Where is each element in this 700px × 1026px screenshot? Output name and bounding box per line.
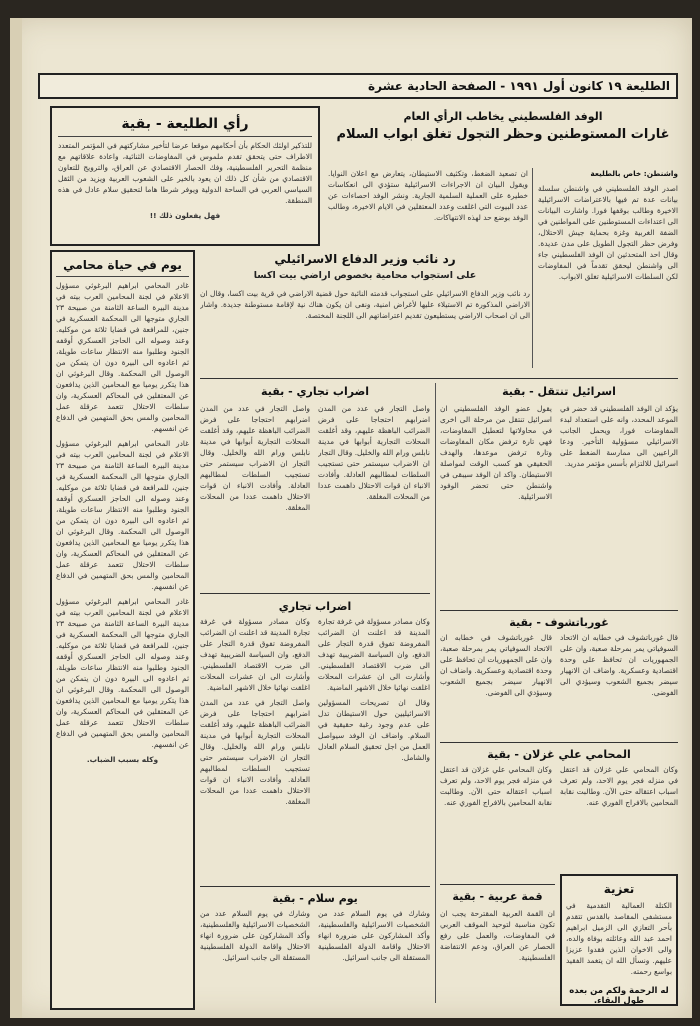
israel-col-a <box>440 403 552 603</box>
response-text: رد نائب وزير الدفاع الاسرائيلي على استجواب قدمته النائبة حول قضية الاراضي في قرية بيت اكسا، وقال ان الاراضي المذكورة تم الاستيلاء عليها لأغراض امنية، ونفى ان يكون هناك نية لإقامة مستوطنة جديدة. واشار الى ان اصحاب الاراضي يستطيعون تقديم اعتراضاتهم الى اللجنة المختصة. <box>200 289 530 320</box>
lead-col1-text: اصدر الوفد الفلسطيني في واشنطن سلسلة بيانات عدة تم فيها بالاعتراضات الاسرائيلية الاخيرة وطالب بوقفها فورا. واشارت البيانات الى اعتداءات المستوطنين على المواطنين في الضفة الغربية وغزة بحماية جيش الاحتلال، وفرض حظر التجول الطويل على مدن عديدة. وقال احد المتحدثين ان الوفد الفلسطيني جاء الى واشنطن ليحقق تقدماً في المفاوضات لكن السلطات الاسرائيلية تغلق الابواب. <box>538 184 678 281</box>
gorbachev-title: غورباتشوف - بقية <box>509 616 609 629</box>
condolence-closing: له الرحمة ولكم من بعده طول البقاء. <box>569 986 669 1006</box>
lead-title: غارات المستوطنين وحظر التجول تغلق ابواب السلام <box>336 127 670 142</box>
peace-title: يوم سلام - بقية <box>272 892 358 905</box>
strike-cont-text-2: واصل التجار في عدد من المدن اضرابهم احتجاجا على فرض الضرائب الباهظة عليهم، وقد أغلقت المحلات التجارية أبوابها في مدينة نابلس ورام الله والخليل. وقال التجار ان الاضراب سيستمر حتى تستجيب السلطات لمطالبهم العادلة. وأفادت الانباء ان قوات الاحتلال داهمت عددا من المحلات المغلقة. <box>318 404 430 501</box>
lawyer-text-3: غادر المحامي ابراهيم البرغوثي مسؤول الاعلام في لجنة المحامين العرب بيته في مدينة البيرة الساعة الثامنة من صبيحة ٢٣ الجاري متوجها الى المحكمة العسكرية في جنين، للمرافعة في قضايا ثلاثة من موكليه. وعند وصوله الى الحاجز العسكري أوقفه الجنود وطلبوا منه الانتظار ساعات طويلة، ثم اعادوه الى البيرة دون ان يتمكن من الوصول الى المحكمة. وقال البرغوثي ان هذا يتكرر يوميا مع المحامين الذين يدافعون عن المعتقلين في المحاكم العسكرية، وان سلطات الاحتلال تتعمد عرقلة عمل المحامين والمس بحق المتهمين في الدفاع عن انفسهم. <box>56 597 189 749</box>
lawyer-title: يوم في حياة محامي <box>63 258 182 272</box>
strike-continued <box>200 383 430 402</box>
ghazzal-col-a <box>440 764 552 832</box>
strike2-text-d: وقال ان تصريحات المسؤولين الاسرائيليين حول الاستيطان تدل على عدم وجود رغبة حقيقية في السلام. واضاف ان الوفد سيواصل العمل من اجل تحقيق السلام العادل والشامل. <box>318 698 430 762</box>
editorial-title: رأي الطليعة - بقية <box>121 116 249 132</box>
response-story <box>200 250 530 281</box>
peace-text-2: وشارك في يوم السلام عدد من الشخصيات الاسرائيلية والفلسطينية، وأكد المشاركون على ضرورة انهاء الاحتلال واقامة الدولة الفلسطينية المستقلة الى جانب اسرائيل. <box>318 909 430 962</box>
summit-title: قمة عربية - بقية <box>452 890 543 903</box>
israel-story <box>440 383 678 402</box>
peace-col-a <box>200 908 310 1006</box>
editorial-body <box>58 140 312 230</box>
strike2-col-b <box>318 616 430 881</box>
ghazzal-title: المحامي علي غزلان - بقية <box>487 748 631 761</box>
lawyer-text-2: غادر المحامي ابراهيم البرغوثي مسؤول الاعلام في لجنة المحامين العرب بيته في مدينة البيرة الساعة الثامنة من صبيحة ٢٣ الجاري متوجها الى المحكمة العسكرية في جنين، للمرافعة في قضايا ثلاثة من موكليه. وعند وصوله الى الحاجز العسكري أوقفه الجنود وطلبوا منه الانتظار ساعات طويلة، ثم اعادوه الى البيرة دون ان يتمكن من الوصول الى المحكمة. وقال البرغوثي ان هذا يتكرر يوميا مع المحامين الذين يدافعون عن المعتقلين في المحاكم العسكرية، وان سلطات الاحتلال تتعمد عرقلة عمل المحامين والمس بحق المتهمين في الدفاع عن انفسهم. <box>56 439 189 591</box>
ghazzal-text-2: وكان المحامي علي غزلان قد اعتقل في منزله فجر يوم الاحد، ولم تعرف اسباب اعتقاله حتى الآن. وطالبت نقابة المحامين بالافراج الفوري عنه. <box>560 765 678 807</box>
summit-text: ان القمة العربية المقترحة يجب ان تكون مناسبة لتوحيد الموقف العربي في المفاوضات، والعمل على رفع الحصار عن العراق، ودعم الانتفاضة الفلسطينية. <box>440 909 555 962</box>
response-subtitle: على استجواب محامية بخصوص اراضي بيت اكسا <box>253 270 477 281</box>
lead-story <box>328 108 678 146</box>
lead-kicker: الوفد الفلسطيني يخاطب الرأي العام <box>403 110 603 123</box>
strike-title: اضراب تجاري <box>278 600 352 613</box>
newspaper-page <box>10 18 692 1018</box>
strike-story <box>200 598 430 617</box>
lawyer-closing: وكله بسبب الضباب. <box>86 755 159 764</box>
editorial-box <box>50 106 320 246</box>
editorial-closing: فهل يفعلون ذلك !! <box>149 211 221 220</box>
israel-title: اسرائيل تنتقل - بقية <box>502 385 616 398</box>
condolence-text: الكتلة العمالية التقدمية في مستشفى المقاصد بالقدس تتقدم بأحر التعازي الى الزميل ابراهيم احمد عبد الله وعائلته بوفاة والده، والى الاخوان الذين فقدوا عزيزا عليهم. ونسأل الله ان يتغمد الفقيد بواسع رحمته. <box>566 901 672 976</box>
israel-text-2: يؤكد ان الوفد الفلسطيني قد حضر في الموعد المحدد، وانه على استعداد لبدء المفاوضات فورا، ويحمل الجانب الاسرائيلي مسؤولية التأخير. ودعا الراعيين الى ممارسة الضغط على اسرائيل للالتزام بأسس مؤتمر مدريد. <box>560 404 678 468</box>
editorial-text: للتذكير اولئك الحكام بأن أحكامهم موقعا عرضا لتأخير مشاركتهم في المؤتمر المتعدد الاطراف حتى يتحقق تقدم ملموس في المفاوضات الثنائية، واعادة علاقاتهم مع منظمة التحرير الفلسطينية، وفك الحصار الاقتصادي عن العراق، والترويج للتعاون الاقتصادي من شأن كل ذلك ان يعود بالخير على الشعوب العربية ويزيد من الثقل السياسي العربي في الساحة الدولية ويوفر شرطا هاما لتحقيق سلام عادل في هذه المنطقة. <box>58 141 312 205</box>
lawyer-box <box>50 250 195 1010</box>
page-edge <box>10 18 22 1018</box>
gorbachev-col-a <box>440 632 552 737</box>
page-header <box>38 73 678 99</box>
lead-col-1 <box>538 168 678 368</box>
strike2-text-b: واصل التجار في عدد من المدن اضرابهم احتجاجا على فرض الضرائب الباهظة عليهم، وقد أغلقت المحلات التجارية أبوابها في مدينة نابلس ورام الله والخليل. وقال التجار ان الاضراب سيستمر حتى تستجيب السلطات لمطالبهم العادلة. وأفادت الانباء ان قوات الاحتلال داهمت عددا من المحلات المغلقة. <box>200 698 310 806</box>
ghazzal-story <box>440 746 678 765</box>
strike-cont-title: اضراب تجاري - بقية <box>261 385 369 398</box>
strike2-col-a <box>200 616 310 881</box>
strike-col-a <box>200 403 310 583</box>
condolence-title: تعزية <box>603 882 635 896</box>
lawyer-text: غادر المحامي ابراهيم البرغوثي مسؤول الاعلام في لجنة المحامين العرب بيته في مدينة البيرة الساعة الثامنة من صبيحة ٢٣ الجاري متوجها الى المحكمة العسكرية في جنين، للمرافعة في قضايا ثلاثة من موكليه. وعند وصوله الى الحاجز العسكري أوقفه الجنود وطلبوا منه الانتظار ساعات طويلة، ثم اعادوه الى البيرة دون ان يتمكن من الوصول الى المحكمة. وقال البرغوثي ان هذا يتكرر يوميا مع المحامين الذين يدافعون عن المعتقلين في المحاكم العسكرية، وان سلطات الاحتلال تتعمد عرقلة عمل المحامين والمس بحق المتهمين في الدفاع عن انفسهم. <box>56 281 189 433</box>
lawyer-body <box>56 280 189 980</box>
lead-byline: واشنطن: خاص بالطليعة <box>590 169 678 178</box>
gorbachev-text: قال غورباتشوف في خطابه ان الاتحاد السوفياتي يمر بمرحلة صعبة، وان على الجمهوريات ان تحافظ على وحدة اقتصادية وعسكرية. واضاف ان الانهيار سيضر بجميع الشعوب وسيؤدي الى الفوضى. <box>440 633 552 697</box>
ghazzal-text: وكان المحامي علي غزلان قد اعتقل في منزله فجر يوم الاحد، ولم تعرف اسباب اعتقاله حتى الآن. وطالبت نقابة المحامين بالافراج الفوري عنه. <box>440 765 552 807</box>
peace-story <box>200 890 430 909</box>
strike2-text-c: وكان مصادر مسؤولة في غرفة تجارة المدينة قد اعلنت ان الضرائب المفروضة تفوق قدرة التجار على الدفع، وان السياسة الضريبية تهدف الى ضرب الاقتصاد الفلسطيني. وأشارت الى ان عشرات المحلات اغلقت نهائيا خلال الاشهر الماضية. <box>318 617 430 692</box>
response-body <box>200 288 530 373</box>
strike-cont-text: واصل التجار في عدد من المدن اضرابهم احتجاجا على فرض الضرائب الباهظة عليهم، وقد أغلقت المحلات التجارية أبوابها في مدينة نابلس ورام الله والخليل. وقال التجار ان الاضراب سيستمر حتى تستجيب السلطات لمطالبهم العادلة. وأفادت الانباء ان قوات الاحتلال داهمت عددا من المحلات المغلقة. <box>200 404 310 512</box>
peace-text: وشارك في يوم السلام عدد من الشخصيات الاسرائيلية والفلسطينية، وأكد المشاركون على ضرورة انهاء الاحتلال واقامة الدولة الفلسطينية المستقلة الى جانب اسرائيل. <box>200 909 310 962</box>
peace-col-b <box>318 908 430 1006</box>
condolence-body <box>566 900 672 980</box>
condolence-box <box>560 874 678 1006</box>
gorbachev-col-b <box>560 632 678 737</box>
gorbachev-story <box>440 614 678 633</box>
summit-body <box>440 908 555 1006</box>
lead-col2-text: ان تصعيد الضغط، وتكثيف الاستيطان، يتعارض مع اعلان النوايا. ويقول البيان ان الاجراءات الاسرائيلية ستؤدي الى انعكاسات خطيرة على العملية السلمية الجارية. ونشر الوفد احصاءات عن عدد البيوت التي اغلقت وعدد المعتقلين في الايام الاخيرة، وطالب الوفد بوضع حد لهذه الانتهاكات. <box>328 169 528 222</box>
summit-story <box>440 888 555 907</box>
gorbachev-text-2: قال غورباتشوف في خطابه ان الاتحاد السوفياتي يمر بمرحلة صعبة، وان على الجمهوريات ان تحافظ على وحدة اقتصادية وعسكرية. واضاف ان الانهيار سيضر بجميع الشعوب وسيؤدي الى الفوضى. <box>560 633 678 697</box>
strike-col-b <box>318 403 430 583</box>
lead-col-2 <box>328 168 528 248</box>
strike2-text: وكان مصادر مسؤولة في غرفة تجارة المدينة قد اعلنت ان الضرائب المفروضة تفوق قدرة التجار على الدفع، وان السياسة الضريبية تهدف الى ضرب الاقتصاد الفلسطيني. وأشارت الى ان عشرات المحلات اغلقت نهائيا خلال الاشهر الماضية. <box>200 617 310 692</box>
israel-text: يقول عضو الوفد الفلسطيني ان اسرائيل تنتقل من مرحلة الى اخرى في محاولاتها لتعطيل المفاوضات، فهي تارة ترفض مكان المفاوضات وتارة ترفض موعدها، والهدف الحقيقي هو كسب الوقت لمواصلة الاستيطان. واكد ان الوفد سيبقى في واشنطن حتى تحضر الوفود الاسرائيلية. <box>440 404 552 501</box>
ghazzal-col-b <box>560 764 678 832</box>
response-title: رد نائب وزير الدفاع الاسرائيلي <box>274 252 456 266</box>
header-date: الطليعة ١٩ كانون أول ١٩٩١ - الصفحة الحادية عشرة <box>368 79 670 93</box>
israel-col-b <box>560 403 678 603</box>
